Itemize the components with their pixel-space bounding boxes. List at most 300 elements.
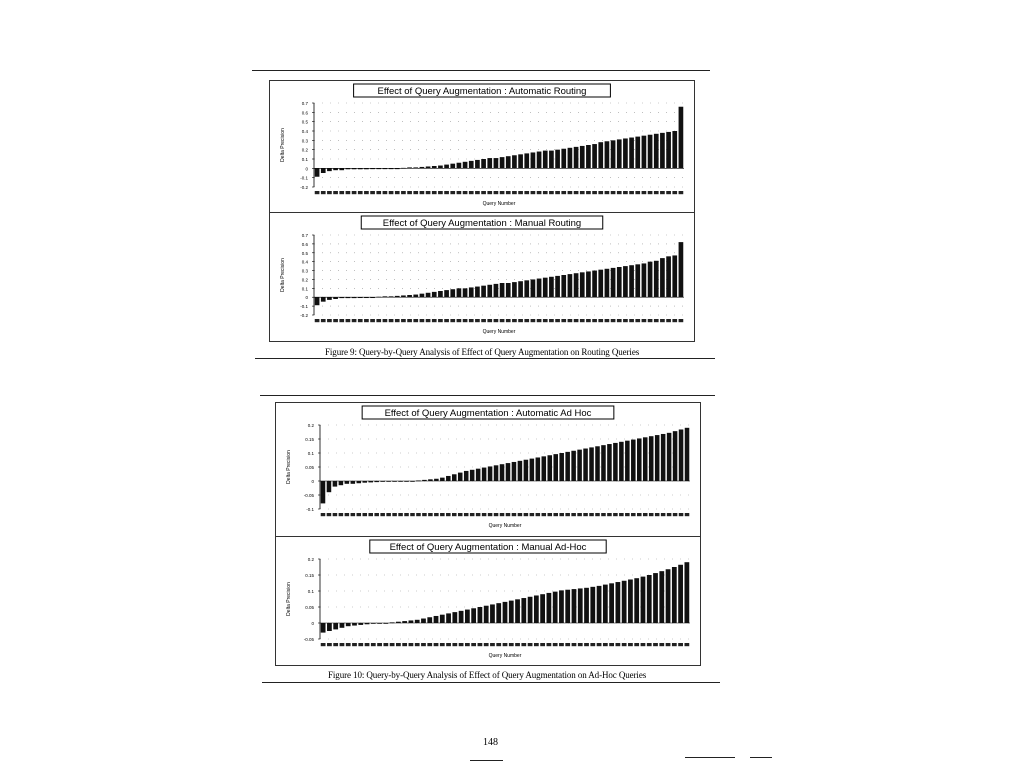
x-tick-label	[481, 191, 486, 194]
x-tick-label	[584, 643, 589, 646]
x-tick-label	[440, 643, 445, 646]
bar	[416, 480, 421, 481]
bar	[559, 590, 564, 623]
x-tick-label	[595, 513, 600, 516]
bar	[352, 623, 357, 626]
x-tick-label	[555, 191, 560, 194]
bar	[684, 562, 689, 623]
x-tick-label	[494, 319, 499, 322]
x-tick-label	[402, 643, 407, 646]
bar	[346, 623, 351, 626]
x-tick-label	[444, 191, 449, 194]
x-tick-label	[463, 191, 468, 194]
bar	[358, 168, 363, 169]
x-tick-label	[494, 191, 499, 194]
x-tick-label	[561, 319, 566, 322]
bar	[340, 623, 345, 628]
x-tick-label	[649, 513, 654, 516]
x-tick-label	[534, 643, 539, 646]
x-tick-label	[637, 513, 642, 516]
bar	[654, 261, 659, 297]
bar	[643, 437, 648, 481]
bar	[553, 454, 558, 481]
x-axis-label: Query Number	[488, 653, 522, 659]
x-tick-label	[376, 319, 381, 322]
chart-svg	[276, 403, 700, 535]
x-tick-label	[346, 191, 351, 194]
bar	[364, 168, 369, 169]
x-tick-label	[648, 191, 653, 194]
bar	[619, 442, 624, 481]
x-tick-label	[481, 319, 486, 322]
bar	[648, 262, 653, 298]
bar	[561, 275, 566, 297]
bar	[452, 612, 457, 623]
bar	[368, 481, 373, 482]
x-tick-label	[457, 319, 462, 322]
bar	[536, 457, 541, 481]
x-tick-label	[404, 513, 409, 516]
bar	[629, 265, 634, 297]
bar	[434, 479, 439, 481]
bar	[641, 577, 646, 623]
bar	[357, 481, 362, 483]
bar	[547, 455, 552, 481]
bar	[407, 295, 412, 297]
bar	[351, 481, 356, 484]
y-tick-label: 0.2	[307, 423, 314, 428]
bar	[617, 267, 622, 297]
bar	[506, 156, 511, 168]
bar	[601, 445, 606, 481]
bar	[642, 263, 647, 297]
y-tick-label: 0.15	[305, 573, 314, 578]
bar	[413, 167, 418, 168]
x-tick-label	[667, 513, 672, 516]
bar	[611, 140, 616, 168]
x-tick-label	[352, 643, 357, 646]
bar	[365, 623, 370, 624]
bar	[428, 479, 433, 481]
bar	[465, 610, 470, 623]
bar	[500, 283, 505, 297]
bar	[637, 438, 642, 481]
bar	[345, 481, 350, 484]
x-tick-label	[339, 319, 344, 322]
x-tick-label	[629, 191, 634, 194]
bar	[607, 444, 612, 481]
bar	[679, 242, 684, 297]
bar	[574, 147, 579, 168]
bar	[440, 478, 445, 481]
x-tick-label	[574, 319, 579, 322]
bar	[488, 466, 493, 481]
chart-title: Effect of Query Augmentation : Manual Routing	[382, 218, 582, 229]
bar	[518, 281, 523, 297]
bar	[555, 276, 560, 297]
bar	[537, 279, 542, 298]
x-tick-label	[352, 319, 357, 322]
x-tick-label	[512, 319, 517, 322]
bar	[506, 283, 511, 297]
bar	[577, 450, 582, 481]
bar	[660, 133, 665, 168]
x-tick-label	[660, 319, 665, 322]
x-tick-label	[415, 643, 420, 646]
y-tick-label: 0.4	[301, 129, 308, 134]
bar	[528, 597, 533, 623]
y-tick-label: 0.6	[301, 110, 308, 116]
x-tick-label	[611, 191, 616, 194]
bar	[547, 593, 552, 623]
x-tick-label	[476, 513, 481, 516]
y-tick-label: 0	[311, 621, 314, 626]
bar	[623, 138, 628, 168]
bar	[531, 152, 536, 168]
x-tick-label	[358, 643, 363, 646]
x-tick-label	[531, 319, 536, 322]
x-tick-label	[482, 513, 487, 516]
y-tick-label: 0.3	[301, 138, 308, 144]
bar	[494, 158, 499, 168]
bar	[446, 476, 451, 481]
bar	[613, 443, 618, 481]
bar	[410, 481, 415, 482]
bar	[339, 168, 344, 170]
bar	[631, 440, 636, 481]
x-tick-label	[434, 643, 439, 646]
y-tick-label: -0.05	[303, 493, 314, 498]
bar	[464, 471, 469, 481]
y-tick-label: 0.1	[301, 157, 308, 162]
x-tick-label	[506, 513, 511, 516]
x-tick-label	[512, 513, 517, 516]
x-tick-label	[684, 643, 689, 646]
x-tick-label	[536, 513, 541, 516]
x-tick-label	[452, 643, 457, 646]
x-tick-label	[440, 513, 445, 516]
bar	[471, 608, 476, 623]
x-tick-label	[469, 191, 474, 194]
x-tick-label	[528, 643, 533, 646]
x-tick-label	[666, 319, 671, 322]
x-tick-label	[422, 513, 427, 516]
bar	[568, 148, 573, 169]
y-tick-label: 0	[311, 479, 314, 484]
x-tick-label	[395, 191, 400, 194]
x-tick-label	[613, 513, 618, 516]
x-tick-label	[598, 319, 603, 322]
bar	[426, 166, 431, 168]
bar	[598, 270, 603, 298]
x-tick-label	[383, 191, 388, 194]
x-tick-label	[672, 643, 677, 646]
y-tick-label: 0.7	[301, 101, 308, 106]
x-tick-label	[333, 643, 338, 646]
x-tick-label	[543, 191, 548, 194]
chart-svg	[270, 213, 694, 341]
bar	[583, 449, 588, 481]
y-axis-label: Delta Precision	[280, 258, 286, 292]
x-tick-label	[592, 191, 597, 194]
bar	[506, 463, 511, 481]
bar	[333, 623, 338, 629]
x-tick-label	[531, 191, 536, 194]
bar	[383, 296, 388, 297]
y-axis-label: Delta Precision	[280, 128, 286, 162]
bar	[524, 460, 529, 481]
x-tick-label	[475, 191, 480, 194]
chart-title: Effect of Query Augmentation : Automatic Routing	[377, 86, 587, 97]
x-tick-label	[553, 643, 558, 646]
x-tick-label	[390, 643, 395, 646]
bar	[685, 428, 690, 481]
bar	[380, 481, 385, 482]
x-tick-label	[666, 191, 671, 194]
x-tick-label	[559, 513, 564, 516]
x-tick-label	[413, 191, 418, 194]
bar	[327, 297, 332, 300]
x-tick-label	[432, 319, 437, 322]
x-tick-label	[490, 643, 495, 646]
x-tick-label	[628, 643, 633, 646]
x-tick-label	[615, 643, 620, 646]
x-tick-label	[450, 319, 455, 322]
bar	[463, 162, 468, 169]
bar	[352, 168, 357, 169]
x-tick-label	[653, 643, 658, 646]
bar	[543, 278, 548, 298]
bar	[432, 166, 437, 168]
bar	[549, 151, 554, 169]
bar	[371, 623, 376, 624]
x-tick-label	[370, 191, 375, 194]
bar	[666, 569, 671, 623]
x-tick-label	[580, 191, 585, 194]
x-tick-label	[655, 513, 660, 516]
x-tick-label	[589, 513, 594, 516]
y-tick-label: 0.4	[301, 259, 308, 265]
bar	[339, 481, 344, 485]
bar	[481, 286, 486, 298]
x-tick-label	[654, 191, 659, 194]
x-tick-label	[434, 513, 439, 516]
x-tick-label	[327, 643, 332, 646]
x-tick-label	[605, 191, 610, 194]
x-tick-label	[603, 643, 608, 646]
x-tick-label	[478, 643, 483, 646]
bar	[377, 623, 382, 624]
bar	[321, 168, 326, 173]
bar	[438, 291, 443, 297]
x-tick-label	[410, 513, 415, 516]
bar	[404, 481, 409, 482]
x-tick-label	[327, 319, 332, 322]
x-tick-label	[346, 643, 351, 646]
bar	[584, 588, 589, 623]
bar	[401, 295, 406, 297]
bar	[422, 480, 427, 481]
bar	[409, 620, 414, 623]
figure-9-bottom-rule	[255, 358, 715, 359]
x-tick-label	[679, 191, 684, 194]
y-tick-label: -0.2	[300, 313, 308, 318]
x-tick-label	[444, 319, 449, 322]
bar	[625, 441, 630, 481]
bar	[524, 280, 529, 297]
bar	[615, 582, 620, 623]
y-tick-label: 0.05	[305, 605, 314, 610]
bar	[572, 589, 577, 623]
y-tick-label: 0.1	[307, 589, 314, 594]
x-tick-label	[643, 513, 648, 516]
x-tick-label	[521, 643, 526, 646]
bar	[609, 583, 614, 623]
x-tick-label	[654, 319, 659, 322]
bar	[327, 481, 332, 492]
x-tick-label	[362, 513, 367, 516]
x-tick-label	[395, 319, 400, 322]
y-tick-label: 0.3	[301, 268, 308, 274]
bar	[458, 473, 463, 481]
bar	[415, 620, 420, 623]
x-tick-label	[358, 191, 363, 194]
x-tick-label	[578, 643, 583, 646]
bar	[553, 592, 558, 623]
bar	[481, 159, 486, 168]
footer-rule-right-a	[685, 757, 735, 758]
bar	[476, 469, 481, 481]
bar	[392, 481, 397, 482]
top-rule	[252, 70, 710, 71]
chart-manual-ad-hoc	[276, 537, 700, 665]
x-tick-label	[321, 319, 326, 322]
x-tick-label	[518, 513, 523, 516]
bar	[642, 136, 647, 169]
x-tick-label	[685, 513, 690, 516]
x-tick-label	[571, 513, 576, 516]
x-tick-label	[327, 191, 332, 194]
x-tick-label	[407, 319, 412, 322]
bar	[634, 578, 639, 623]
bar	[450, 164, 455, 169]
bar	[672, 567, 677, 623]
bar	[457, 163, 462, 169]
x-tick-label	[583, 513, 588, 516]
chart-svg	[270, 81, 694, 213]
x-tick-label	[607, 513, 612, 516]
bar	[559, 453, 564, 481]
page-number: 148	[483, 737, 498, 748]
x-axis-label: Query Number	[482, 329, 516, 335]
bar	[515, 599, 520, 623]
bar	[592, 144, 597, 168]
bar	[629, 138, 634, 169]
x-tick-label	[420, 319, 425, 322]
x-tick-label	[547, 643, 552, 646]
y-tick-label: -0.1	[306, 507, 314, 512]
bar	[395, 168, 400, 169]
x-tick-label	[561, 191, 566, 194]
x-tick-label	[592, 319, 597, 322]
bar	[590, 587, 595, 623]
x-tick-label	[549, 319, 554, 322]
bar	[503, 602, 508, 623]
bar	[469, 161, 474, 168]
x-tick-label	[542, 513, 547, 516]
bar	[617, 139, 622, 168]
x-tick-label	[315, 319, 320, 322]
bar	[494, 284, 499, 297]
chart-title: Effect of Query Augmentation : Automatic Ad Hoc	[384, 408, 592, 419]
x-tick-label	[450, 191, 455, 194]
x-axis-label: Query Number	[488, 523, 522, 529]
x-tick-label	[380, 513, 385, 516]
x-tick-label	[333, 191, 338, 194]
figure-10-bottom-rule	[262, 682, 720, 683]
y-tick-label: 0.2	[307, 557, 314, 562]
bar	[571, 451, 576, 481]
bar	[487, 158, 492, 168]
x-tick-label	[543, 319, 548, 322]
x-tick-label	[597, 643, 602, 646]
y-tick-label: 0.15	[305, 437, 314, 442]
x-tick-label	[377, 643, 382, 646]
bar	[542, 456, 547, 481]
y-tick-label: 0.1	[307, 451, 314, 456]
x-tick-label	[475, 319, 480, 322]
bar	[463, 288, 468, 297]
x-tick-label	[383, 319, 388, 322]
bar	[376, 168, 381, 169]
bar	[565, 452, 570, 481]
bar	[362, 481, 367, 483]
bar	[531, 279, 536, 297]
x-tick-label	[401, 191, 406, 194]
x-tick-label	[420, 191, 425, 194]
bar	[512, 155, 517, 168]
x-axis-label: Query Number	[482, 201, 516, 207]
bar	[398, 481, 403, 482]
y-tick-label: -0.1	[300, 304, 308, 310]
bar	[518, 154, 523, 168]
bar	[500, 157, 505, 168]
bar	[635, 264, 640, 297]
bar	[647, 575, 652, 623]
bar	[346, 168, 351, 169]
x-tick-label	[549, 191, 554, 194]
x-tick-label	[416, 513, 421, 516]
bar	[623, 266, 628, 297]
bar	[413, 295, 418, 298]
x-tick-label	[426, 191, 431, 194]
x-tick-label	[586, 319, 591, 322]
chart-automatic-ad-hoc	[276, 403, 700, 535]
bar	[484, 606, 489, 623]
bar	[649, 436, 654, 481]
bar	[470, 470, 475, 481]
x-tick-label	[661, 513, 666, 516]
bar	[395, 296, 400, 297]
bar	[549, 277, 554, 297]
x-tick-label	[315, 191, 320, 194]
x-tick-label	[530, 513, 535, 516]
bar	[432, 292, 437, 297]
bar	[333, 481, 338, 487]
bar	[655, 435, 660, 481]
x-tick-label	[509, 643, 514, 646]
bar	[490, 604, 495, 623]
